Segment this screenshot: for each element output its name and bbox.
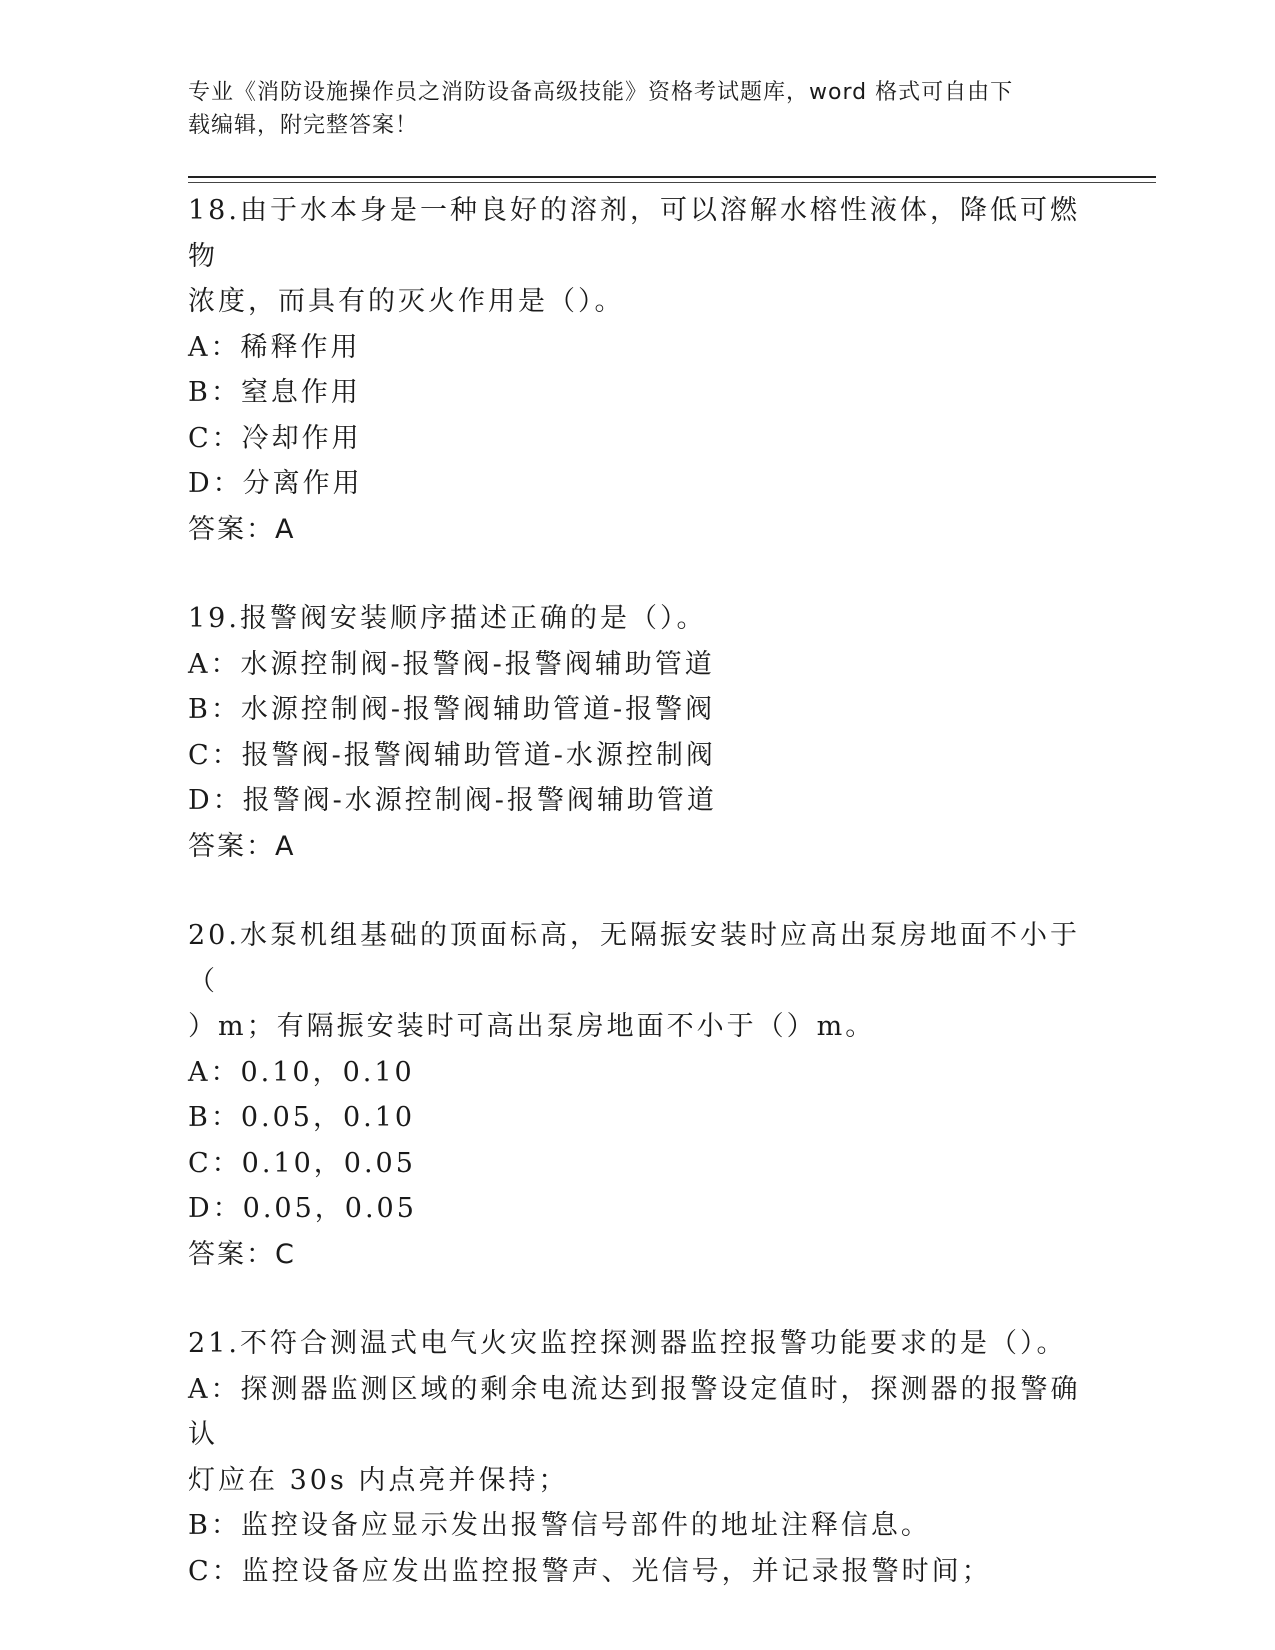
option-c: C：监控设备应发出监控报警声、光信号，并记录报警时间； — [188, 1555, 992, 1587]
option-a: A：0.10，0.10 — [188, 1056, 415, 1088]
header-line-1: 专业《消防设施操作员之消防设备高级技能》资格考试题库，word 格式可自由下 — [188, 80, 1014, 105]
option-d: D：报警阀-水源控制阀-报警阀辅助管道 — [188, 785, 717, 816]
answer-line: 答案：A — [188, 513, 296, 545]
option-c: C：冷却作用 — [188, 422, 362, 454]
question-18 — [188, 188, 1088, 552]
question-stem-line: 19.报警阀安装顺序描述正确的是（）。 — [188, 603, 707, 634]
question-20 — [188, 913, 1088, 1277]
question-stem-line: 浓度，而具有的灭火作用是（）。 — [188, 286, 625, 317]
header-divider-thin — [188, 182, 1156, 183]
question-stem-line: ）m；有隔振安装时可高出泵房地面不小于（）m。 — [188, 1011, 876, 1042]
header-line-2: 载编辑，附完整答案！ — [188, 113, 419, 138]
answer-line: 答案：A — [188, 830, 296, 862]
option-c: C：0.10，0.05 — [188, 1147, 416, 1179]
header-divider-thick — [188, 176, 1156, 178]
answer-line: 答案：C — [188, 1238, 296, 1270]
question-stem-line: 20.水泵机组基础的顶面标高，无隔振安装时应高出泵房地面不小于（ — [188, 920, 1080, 997]
option-b: B：0.05，0.10 — [188, 1102, 416, 1133]
question-list — [188, 188, 1088, 1638]
question-stem-line: 18.由于水本身是一种良好的溶剂，可以溶解水榕性液体，降低可燃物 — [188, 195, 1080, 272]
document-header — [188, 76, 1088, 142]
question-19 — [188, 596, 1088, 869]
option-a: A：稀释作用 — [188, 331, 361, 363]
option-b: B：监控设备应显示发出报警信号部件的地址注释信息。 — [188, 1510, 931, 1541]
option-c: C：报警阀-报警阀辅助管道-水源控制阀 — [188, 739, 716, 771]
question-21 — [188, 1321, 1088, 1594]
option-d: D：0.05，0.05 — [188, 1193, 417, 1224]
option-d: D：分离作用 — [188, 468, 363, 499]
option-a: A：水源控制阀-报警阀-报警阀辅助管道 — [188, 648, 715, 680]
option-b: B：窒息作用 — [188, 377, 361, 408]
option-a: A：探测器监测区域的剩余电流达到报警设定值时，探测器的报警确认 — [188, 1373, 1081, 1450]
question-stem-line: 21.不符合测温式电气火灾监控探测器监控报警功能要求的是（）。 — [188, 1328, 1067, 1359]
option-a-continuation: 灯应在 30s 内点亮并保持； — [188, 1464, 569, 1496]
option-b: B：水源控制阀-报警阀辅助管道-报警阀 — [188, 694, 716, 725]
